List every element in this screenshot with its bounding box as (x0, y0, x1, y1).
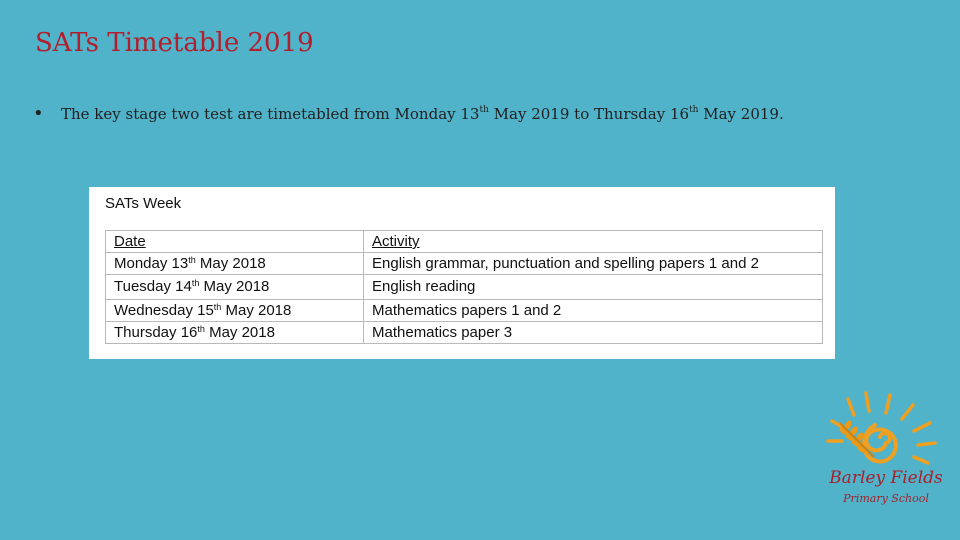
date-text: Thursday 16 (114, 324, 198, 341)
date-cell (106, 253, 364, 275)
table-header-row (106, 231, 823, 253)
bullet-text-part-3: May 2019. (698, 105, 784, 123)
activity-cell: Mathematics paper 3 (364, 322, 823, 344)
date-cell (106, 322, 364, 344)
slide-title: SATs Timetable 2019 (35, 28, 314, 58)
table-row (106, 253, 823, 275)
date-cell (106, 275, 364, 300)
date-month: May 2018 (199, 278, 270, 295)
date-month: May 2018 (195, 255, 266, 272)
table-row (106, 322, 823, 344)
bullet-ordinal-2: th (689, 105, 699, 115)
bullet-item (33, 102, 784, 126)
table-row (106, 300, 823, 322)
date-column-header: Date (106, 231, 364, 253)
activity-cell: English reading (364, 275, 823, 300)
date-text: Tuesday 14 (114, 278, 192, 295)
activity-cell: English grammar, punctuation and spelling papers 1 and 2 (364, 253, 823, 275)
school-subtitle: Primary School (843, 492, 929, 505)
timetable-document (89, 187, 835, 359)
date-ordinal: th (191, 278, 200, 288)
activity-cell: Mathematics papers 1 and 2 (364, 300, 823, 322)
date-text: Wednesday 15 (114, 302, 214, 319)
timetable-table (105, 230, 823, 344)
date-month: May 2018 (221, 302, 292, 319)
bullet-text-part-1: The key stage two test are timetabled from Monday 13 (61, 105, 480, 123)
activity-column-header: Activity (364, 231, 823, 253)
date-ordinal: th (188, 255, 196, 265)
table-row (106, 275, 823, 300)
bullet-icon: • (33, 103, 44, 124)
bullet-text-part-2: May 2019 to Thursday 16 (488, 105, 690, 123)
date-month: May 2018 (204, 324, 275, 341)
date-text: Monday 13 (114, 255, 189, 272)
bullet-ordinal-1: th (479, 105, 489, 115)
date-ordinal: th (213, 302, 222, 312)
date-ordinal: th (197, 324, 205, 334)
school-name: Barley Fields (829, 468, 943, 488)
document-title: SATs Week (105, 195, 182, 212)
date-cell (106, 300, 364, 322)
